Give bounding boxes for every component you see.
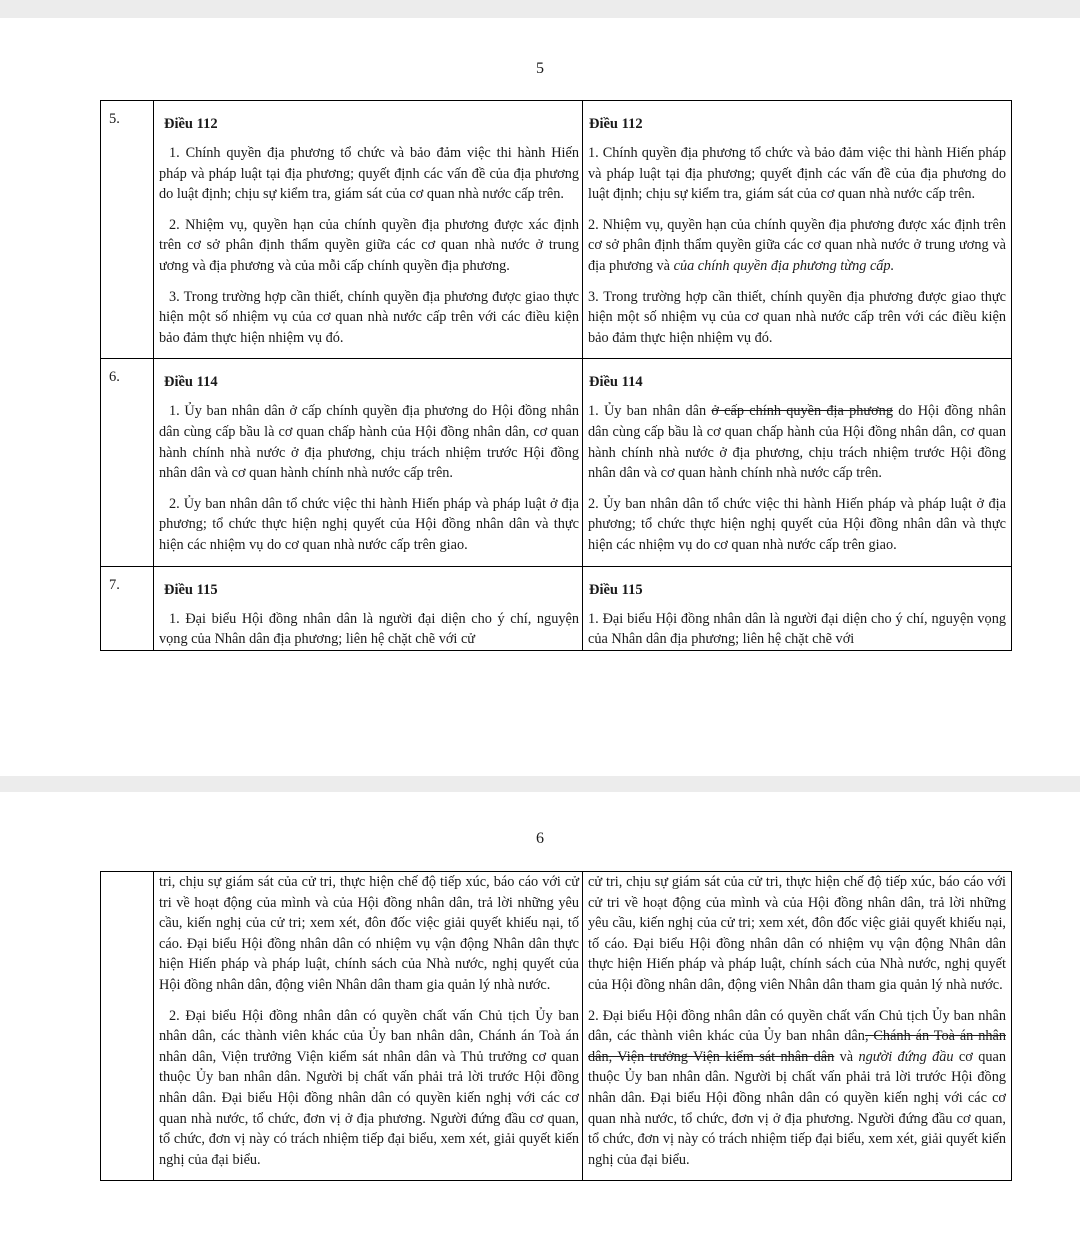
clause — [583, 494, 1011, 556]
row-number — [101, 872, 154, 1181]
clause — [583, 215, 1011, 277]
clause: 2. Đại biểu Hội đồng nhân dân có quyền chất vấn Chủ tịch Ủy ban nhân dân, các thành viên khác của Ủy ban nhân dân, Chánh án Toà án nhân dân, Viện trưởng Viện kiểm sát nhân dân và Thủ trưởng cơ quan thuộc Ủy ban nhân dân. Người bị chất vấn phải trả lời trước Hội đồng nhân dân. Đại biểu Hội đồng nhân dân có quyền kiến nghị với các cơ quan nhà nước, tổ chức, đơn vị ở địa phương. Người đứng đầu cơ quan, tổ chức, đơn vị này có trách nhiệm tiếp đại biểu, xem xét, giải quyết kiến nghị của đại biểu. — [159, 1007, 579, 1168]
clause — [583, 143, 1011, 205]
clause — [583, 609, 1011, 650]
clause-text: 3. Trong trường hợp cần thiết, chính quyền địa phương được giao thực hiện một số nhiệm vụ của cơ quan nhà nước cấp trên với các điều kiện bảo đảm thực hiện nhiệm vụ đó. — [588, 288, 1006, 346]
row-number: 6. — [101, 359, 154, 566]
page-number: 5 — [536, 60, 544, 77]
table-row — [101, 872, 1012, 1181]
original-text-cell — [154, 872, 583, 1181]
comparison-table — [100, 871, 1012, 1181]
table-row — [101, 359, 1012, 566]
article-title: Điều 112 — [164, 116, 218, 132]
clause: 3. Trong trường hợp cần thiết, chính quyền địa phương được giao thực hiện một số nhiệm vụ của cơ quan nhà nước cấp trên với các điều kiện bảo đảm thực hiện nhiệm vụ đó. — [159, 288, 579, 346]
deleted-text: ở cấp chính quyền địa phương — [711, 403, 893, 420]
amended-text-cell — [583, 359, 1012, 566]
added-text: của chính quyền địa phương từng cấp. — [673, 257, 895, 274]
original-text-cell — [154, 566, 583, 650]
clause-continued — [583, 609, 1011, 650]
clause-text: 1. Đại biểu Hội đồng nhân dân là người đại diện cho ý chí, nguyện vọng của Nhân dân địa phương; liên hệ chặt chẽ với — [588, 610, 1006, 648]
clause — [583, 401, 1011, 483]
article-title: Điều 112 — [589, 116, 643, 132]
clause-text: và — [834, 1048, 859, 1065]
clause-text: 2. Đại biểu Hội đồng nhân dân có quyền chất vấn Chủ tịch Ủy ban nhân dân, các thành viên khác của Ủy ban nhân dân — [588, 1007, 1006, 1045]
page-number: 6 — [536, 830, 544, 847]
clause-text: 1. Chính quyền địa phương tổ chức và bảo đảm việc thi hành Hiến pháp và pháp luật tại địa phương; quyết định các vấn đề của địa phương do luật định; chịu sự kiểm tra, giám sát của cơ quan nhà nước cấp trên. — [588, 145, 1006, 203]
table-row — [101, 566, 1012, 650]
clause: 1. Chính quyền địa phương tổ chức và bảo đảm việc thi hành Hiến pháp và pháp luật tại địa phương; quyết định các vấn đề của địa phương do luật định; chịu sự kiểm tra, giám sát của cơ quan nhà nước cấp trên. — [159, 145, 579, 203]
clause — [583, 872, 1011, 996]
clause-text: 1. Ủy ban nhân dân — [588, 403, 712, 420]
amended-text-cell — [583, 872, 1012, 1181]
clause: 1. Ủy ban nhân dân ở cấp chính quyền địa phương do Hội đồng nhân dân cùng cấp bầu là cơ quan chấp hành của Hội đồng nhân dân, cơ quan hành chính nhà nước ở địa phương, chịu trách nhiệm trước Hội đồng nhân dân và cơ quan hành chính nhà nước cấp trên. — [159, 403, 579, 482]
original-text-cell — [154, 359, 583, 566]
article-title: Điều 115 — [589, 581, 643, 598]
clause: 2. Nhiệm vụ, quyền hạn của chính quyền địa phương được xác định trên cơ sở phân định thẩm quyền giữa các cơ quan nhà nước ở trung ương và địa phương và của mỗi cấp chính quyền địa phương. — [159, 216, 579, 274]
deleted-text: , Chánh án Toà án nhân dân, Viện trưởng Viện kiểm sát nhân dân — [588, 1028, 1006, 1065]
article-title: Điều 115 — [164, 581, 218, 598]
document-page-5 — [0, 18, 1080, 776]
document-page-6 — [0, 792, 1080, 1260]
row-number: 5. — [101, 101, 154, 359]
clause-text: cử tri, chịu sự giám sát của cử tri, thực hiện chế độ tiếp xúc, báo cáo với cử tri về hoạt động của mình và của Hội đồng nhân dân, trả lời những yêu cầu, kiến nghị của cử tri; xem xét, đôn đốc việc giải quyết khiếu nại, tố cáo. Đại biểu Hội đồng nhân dân có nhiệm vụ vận động Nhân dân thực hiện Hiến pháp và pháp luật, chính sách của Nhà nước, nghị quyết của Hội đồng nhân dân, động viên Nhân dân tham gia quản lý nhà nước. — [588, 874, 1006, 993]
clause-text: do Hội đồng nhân dân cùng cấp bầu là cơ quan chấp hành của Hội đồng nhân dân, cơ quan hành chính nhà nước ở địa phương, chịu trách nhiệm trước Hội đồng nhân dân và cơ quan hành chính nhà nước cấp trên. — [588, 403, 1006, 482]
clause-text: cơ quan thuộc Ủy ban nhân dân. Người bị chất vấn phải trả lời trước Hội đồng nhân dân. Đại biểu Hội đồng nhân dân có quyền kiến nghị với các cơ quan nhà nước, tổ chức, đơn vị ở địa phương. Người đứng đầu cơ quan, tổ chức, đơn vị này có trách nhiệm tiếp đại biểu, xem xét, giải quyết kiến nghị của đại biểu. — [588, 1048, 1006, 1168]
clause — [583, 1006, 1011, 1171]
clause: 2. Ủy ban nhân dân tổ chức việc thi hành Hiến pháp và pháp luật ở địa phương; tổ chức thực hiện nghị quyết của Hội đồng nhân dân và thực hiện các nhiệm vụ do cơ quan nhà nước cấp trên giao. — [159, 495, 579, 553]
clause-text: 2. Ủy ban nhân dân tổ chức việc thi hành Hiến pháp và pháp luật ở địa phương; tổ chức thực hiện nghị quyết của Hội đồng nhân dân và thực hiện các nhiệm vụ do cơ quan nhà nước cấp trên giao. — [588, 495, 1006, 553]
amended-text-cell — [583, 566, 1012, 650]
row-number: 7. — [101, 566, 154, 650]
clause: tri, chịu sự giám sát của cử tri, thực hiện chế độ tiếp xúc, báo cáo với cử tri về hoạt động của mình và của Hội đồng nhân dân, trả lời những yêu cầu, kiến nghị của cử tri; xem xét, đôn đốc việc giải quyết khiếu nại, tố cáo. Đại biểu Hội đồng nhân dân có nhiệm vụ vận động Nhân dân thực hiện Hiến pháp và pháp luật, chính sách của Nhà nước, nghị quyết của Hội đồng nhân dân, động viên Nhân dân tham gia quản lý nhà nước. — [159, 874, 579, 993]
clause: 1. Đại biểu Hội đồng nhân dân là người đại diện cho ý chí, nguyện vọng của Nhân dân địa phương; liên hệ chặt chẽ với cử — [159, 610, 579, 648]
clause-text: 2. Nhiệm vụ, quyền hạn của chính quyền địa phương được xác định trên cơ sở phân định thẩm quyền giữa các cơ quan nhà nước ở trung ương và địa phương và — [588, 216, 1006, 274]
clause — [583, 287, 1011, 349]
article-title: Điều 114 — [589, 374, 643, 391]
amended-text-cell — [583, 101, 1012, 359]
original-text-cell — [154, 101, 583, 359]
table-row — [101, 101, 1012, 359]
article-title: Điều 114 — [164, 374, 218, 391]
clause-continued — [154, 609, 582, 650]
added-text: người đứng đầu — [858, 1048, 954, 1065]
comparison-table — [100, 100, 1012, 651]
